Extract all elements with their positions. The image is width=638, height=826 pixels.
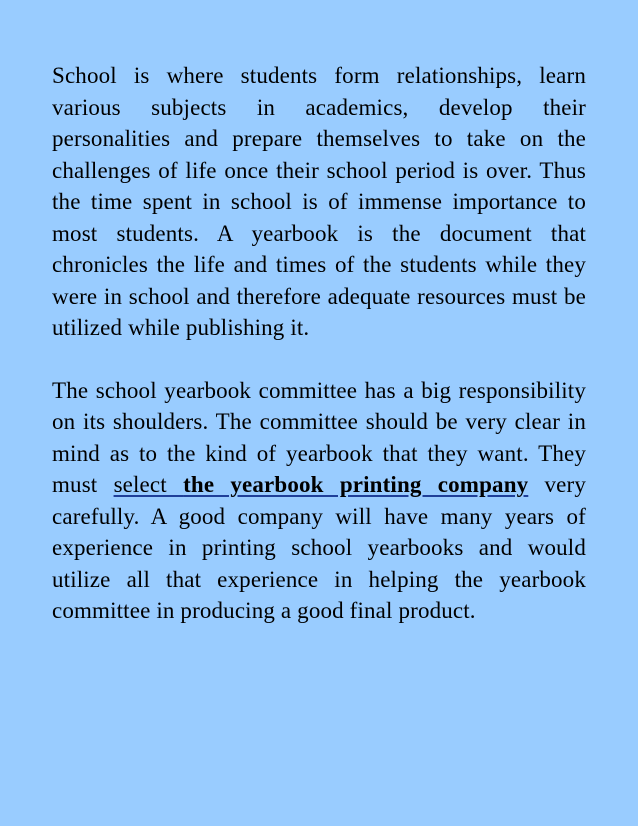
paragraph-2-text-start: The school yearbook committee has a big responsibility on its shoulders. The committee should be very clear in mind as to the kind of yearbook that they want. They must [52,377,586,497]
yearbook-printing-company-link[interactable] [114,472,529,497]
paragraph-yearbook-committee [52,375,586,627]
link-text-plain: select [113,472,184,497]
paragraph-2-text-end: very carefully. A good company will have many years of experience in printing school yearbooks and would utilize all that experience in helping the yearbook committee in producing a good final product. [52,472,586,623]
link-text-bold: the yearbook printing company [183,472,529,497]
paragraph-school-importance: School is where students form relationships, learn various subjects in academics, develop their personalities and prepare themselves to take on the challenges of life once their school period is over. Thus the time spent in school is of immense importance to most students. A yearbook is the document that chronicles the life and times of the students while they were in school and therefore adequate resources must be utilized while publishing it. [52,63,586,340]
